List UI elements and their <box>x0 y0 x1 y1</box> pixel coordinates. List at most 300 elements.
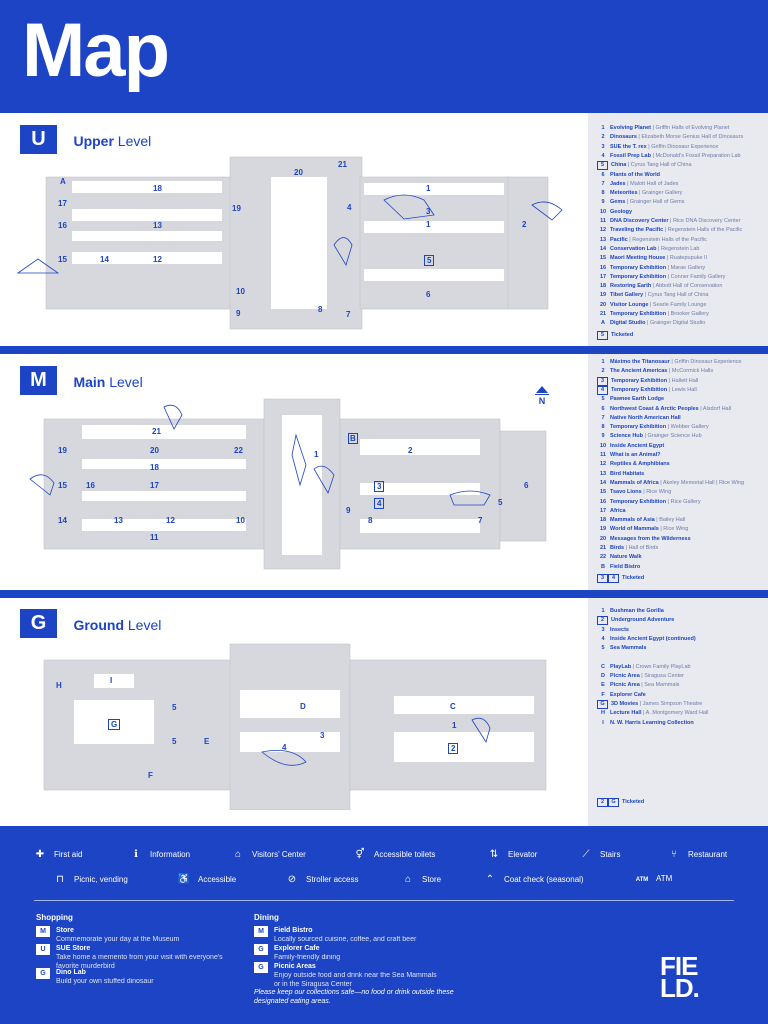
upper-legend-separator: | <box>665 255 670 262</box>
ground-legend-separator: | <box>641 710 646 717</box>
main-legend-subtitle: Webber Gallery <box>670 424 709 431</box>
upper-legend-subtitle: Malott Hall of Jades <box>630 180 679 187</box>
upper-legend-separator: | <box>666 264 671 271</box>
main-legend-item <box>596 470 644 479</box>
ground-legend-item <box>596 644 646 653</box>
field-museum-logo <box>660 951 740 1005</box>
ground-legend-item <box>596 635 696 644</box>
main-legend-item <box>596 507 626 516</box>
upper-legend-name: Gems <box>610 199 626 206</box>
elevator-icon: ⇅ <box>489 849 499 860</box>
north-arrow-icon <box>536 386 548 393</box>
upper-legend-subtitle: Ruatepupuke II <box>669 255 708 262</box>
upper-legend-name: Traveling the Pacific <box>610 227 664 234</box>
ground-legend-item <box>596 691 646 700</box>
upper-level-badge: U <box>20 125 57 154</box>
main-legend-separator: | <box>643 433 648 440</box>
upper-level-heading <box>20 125 151 154</box>
upper-legend-separator: | <box>645 320 650 327</box>
main-legend-item <box>596 386 697 395</box>
upper-legend-subtitle: Griffin Dinosaur Experience <box>651 143 719 150</box>
main-legend-item <box>596 414 681 423</box>
upper-legend-separator: | <box>650 152 656 159</box>
upper-legend-name: Plants of the World <box>610 171 661 178</box>
dining-item-text <box>274 944 442 962</box>
ground-level-badge: G <box>20 609 57 638</box>
main-legend-item <box>596 423 709 432</box>
main-legend-item <box>596 553 642 562</box>
main-legend-name: Temporary Exhibition <box>611 386 668 393</box>
upper-legend-subtitle: Regenstein Lab <box>660 245 700 252</box>
upper-legend-item <box>596 310 709 319</box>
picnic-icon: ⊓ <box>56 874 64 885</box>
main-ticketed-key <box>596 574 644 583</box>
ground-level-heading <box>20 609 161 638</box>
main-legend-subtitle: Hall of Birds <box>628 545 659 551</box>
ground-legend-name: Lecture Hall <box>610 710 642 717</box>
upper-legend-separator: | <box>637 190 643 197</box>
amenity-label: Elevator <box>508 850 538 859</box>
ground-legend-number: G <box>597 700 608 709</box>
upper-legend-name: SUE the T. rex <box>610 143 647 150</box>
main-level-suffix: Level <box>105 373 143 390</box>
shopping-item-title: SUE Store <box>56 945 91 952</box>
upper-legend-item <box>596 319 705 328</box>
main-legend-subtitle: Grainger Science Hub <box>647 433 702 440</box>
shopping-item-title: Dino Lab <box>56 969 86 976</box>
upper-legend-name: Meteorites <box>610 190 638 197</box>
upper-legend-name: Fossil Prep Lab <box>610 152 651 159</box>
shopping-level-badge: G <box>36 968 50 979</box>
shopping-item <box>36 944 226 971</box>
amenity-label: Accessible toilets <box>374 850 436 859</box>
first-aid-icon: ✚ <box>35 849 45 860</box>
upper-legend-item <box>596 133 743 142</box>
upper-legend-subtitle: Abbott Hall of Conservation <box>655 283 723 290</box>
dining-item <box>254 926 444 944</box>
ground-legend-number: 3 <box>601 626 605 633</box>
ground-legend-item <box>596 719 694 728</box>
upper-legend-number: 8 <box>601 190 605 197</box>
upper-legend-separator: | <box>656 245 661 252</box>
upper-legend-name: Maori Meeting House <box>610 255 666 262</box>
main-legend-number: 12 <box>599 461 607 468</box>
main-legend-subtitle: Griffin Dinosaur Experience <box>674 359 742 365</box>
amenity-label: Accessible <box>198 875 237 884</box>
amenity-item <box>482 874 584 885</box>
upper-legend-subtitle: Marae Gallery <box>670 264 706 271</box>
main-legend-name: What is an Animal? <box>610 452 661 458</box>
ground-legend-subtitle: Siragusa Center <box>644 673 685 680</box>
ground-legend-name: Picnic Area <box>610 673 640 680</box>
upper-legend-separator: | <box>666 273 671 280</box>
main-legend-name: Bird Habitats <box>610 470 645 477</box>
main-legend-separator: | <box>667 368 672 375</box>
upper-legend-number: 11 <box>600 218 606 224</box>
main-legend-subtitle: Lewis Hall <box>671 386 697 393</box>
dining-level-badge: G <box>254 962 268 973</box>
upper-legend-subtitle: Searle Family Lounge <box>652 301 707 308</box>
amenity-item <box>176 874 236 885</box>
upper-legend-subtitle: Brooker Gallery <box>670 311 709 317</box>
main-legend-name: Birds <box>610 545 625 551</box>
shopping-level-badge: U <box>36 944 50 955</box>
ground-legend-item <box>596 700 702 709</box>
main-legend-item <box>596 377 698 386</box>
upper-legend-separator: | <box>626 162 631 169</box>
upper-legend-item <box>596 152 741 161</box>
main-legend-number: 15 <box>599 489 607 496</box>
upper-legend-separator: | <box>636 134 642 141</box>
upper-legend-item <box>596 217 741 226</box>
main-legend-item <box>596 479 744 488</box>
ground-legend-number: 2 <box>597 616 608 625</box>
stroller-icon: ⊘ <box>287 874 297 885</box>
upper-legend-item <box>596 236 707 245</box>
upper-legend-number: 18 <box>599 283 607 290</box>
ground-legend-name: 3D Movies <box>611 701 639 707</box>
ground-legend-name: Inside Ancient Egypt (continued) <box>610 635 696 642</box>
header-banner <box>0 0 768 113</box>
main-legend-name: Temporary Exhibition <box>610 424 667 431</box>
main-legend-separator: | <box>669 359 675 365</box>
upper-legend-number: 5 <box>597 161 608 170</box>
upper-legend-name: Pacific <box>610 236 628 243</box>
upper-legend-subtitle: Grainger Gallery <box>642 190 683 197</box>
main-legend-name: Reptiles & Amphibians <box>610 461 670 468</box>
upper-ticketed-label: Ticketed <box>611 332 634 338</box>
shopping-item-description: Take home a memento from your visit with everyone's favorite murderbird <box>56 954 223 970</box>
ground-legend-item <box>596 681 679 690</box>
atm-icon: ATM <box>635 877 649 883</box>
coat-check-icon: ⌃ <box>485 874 495 885</box>
upper-legend-name: China <box>611 162 627 169</box>
main-legend-number: 4 <box>597 386 608 395</box>
ground-legend-name: Insects <box>610 626 629 633</box>
dining-level-badge: G <box>254 944 268 955</box>
upper-legend-separator: | <box>666 311 671 317</box>
main-legend-number: 10 <box>599 442 607 449</box>
shopping-item-description: Build your own stuffed dinosaur <box>56 978 154 985</box>
upper-legend-item <box>596 245 699 254</box>
main-level-floorplan <box>14 395 566 570</box>
amenity-item <box>284 874 358 885</box>
upper-legend-number: 7 <box>601 180 605 187</box>
main-legend-number: 20 <box>599 535 607 542</box>
upper-legend-subtitle: Rice DNA Discovery Center <box>672 218 741 224</box>
upper-legend-number: 13 <box>599 236 607 243</box>
main-legend-number: 6 <box>601 405 605 412</box>
shopping-item <box>36 968 226 986</box>
main-legend-name: Pawnee Earth Lodge <box>610 396 665 403</box>
main-legend-number: 9 <box>601 433 605 440</box>
upper-legend-item <box>596 189 682 198</box>
dining-item <box>254 962 444 989</box>
upper-legend-separator: | <box>663 227 668 234</box>
accessible-icon: ♿ <box>177 874 191 885</box>
ground-legend-subtitle: James Simpson Theatre <box>642 701 703 707</box>
dining-item-title: Field Bistro <box>274 927 313 934</box>
shopping-item-text <box>56 944 224 971</box>
ground-legend-number: E <box>601 682 605 689</box>
upper-legend-item <box>596 143 718 152</box>
main-level-word: Main <box>73 373 106 390</box>
main-legend-item <box>596 460 670 469</box>
ground-level-floorplan <box>14 640 566 810</box>
main-legend-item <box>596 358 741 367</box>
ground-legend-name: Explorer Cafe <box>610 691 646 698</box>
main-ticketed-badge: 3 <box>597 574 608 583</box>
main-legend-item <box>596 516 685 525</box>
main-legend-number: 19 <box>599 526 607 533</box>
main-legend-name: Inside Ancient Egypt <box>610 442 665 449</box>
visitors-center-icon: ⌂ <box>234 849 242 860</box>
main-legend-separator: | <box>666 498 671 505</box>
main-level-badge: M <box>20 366 57 395</box>
main-legend-item <box>596 498 701 507</box>
main-legend-number: 16 <box>599 498 607 505</box>
ground-ticketed-badge: G <box>608 798 619 807</box>
ground-legend-subtitle: Sea Mammals <box>644 682 680 689</box>
amenity-label: ATM <box>656 874 673 883</box>
ground-legend-name: N. W. Harris Learning Collection <box>610 719 694 726</box>
upper-legend-item <box>596 273 725 282</box>
main-legend-name: Africa <box>610 507 626 514</box>
page-title: Map <box>22 8 168 93</box>
level-divider <box>0 346 768 354</box>
dining-item-description: Enjoy outside food and drink near the Sea Mammals or in the Siragusa Center <box>274 972 437 988</box>
upper-legend-number: 15 <box>599 255 607 262</box>
upper-legend-item <box>596 124 729 133</box>
upper-level-suffix: Level <box>113 132 152 149</box>
upper-legend-separator: | <box>625 199 630 206</box>
upper-legend-subtitle: McDonald's Fossil Preparation Lab <box>655 152 741 159</box>
main-legend-subtitle: Hallett Hall <box>671 377 699 384</box>
upper-legend-number: 1 <box>601 125 605 131</box>
upper-legend-name: Geology <box>610 208 633 215</box>
amenity-item <box>352 849 435 860</box>
main-legend-separator: | <box>658 526 664 533</box>
ground-legend-number: 1 <box>601 608 605 614</box>
main-legend-item <box>596 451 661 460</box>
ground-legend-item <box>596 672 684 681</box>
dining-note: Please keep our collections safe—no food or drink outside these designated eating areas. <box>254 989 454 1005</box>
upper-legend-name: Restoring Earth <box>610 283 652 290</box>
amenity-label: Visitors' Center <box>252 850 306 859</box>
dining-item-description: Family-friendly dining <box>274 954 341 961</box>
main-legend-separator: | <box>624 545 629 551</box>
ground-legend-item <box>596 607 664 616</box>
ground-level-suffix: Level <box>124 616 162 633</box>
ground-legend-separator: | <box>639 673 645 680</box>
ground-legend-number: 4 <box>601 635 605 642</box>
amenity-label: Store <box>422 875 442 884</box>
upper-legend-item <box>596 171 660 180</box>
main-legend-separator: | <box>667 386 672 393</box>
ground-legend-number: C <box>601 663 605 670</box>
ground-legend-separator: | <box>638 701 643 707</box>
main-legend-name: Northwest Coast & Arctic Peoples <box>610 405 699 412</box>
main-legend-item <box>596 535 691 544</box>
upper-legend-name: Jades <box>610 180 626 187</box>
upper-ticketed-badge: 5 <box>597 331 608 340</box>
main-legend-item <box>596 544 658 553</box>
main-legend-number: 18 <box>599 517 607 524</box>
stairs-icon: ⟋ <box>582 849 590 860</box>
upper-legend-separator: | <box>650 125 656 131</box>
upper-legend-subtitle: Grainger Digital Studio <box>649 320 706 327</box>
ground-legend-number: D <box>601 673 605 680</box>
ground-legend-item <box>596 663 691 672</box>
main-legend-name: Native North American Hall <box>610 414 681 421</box>
upper-legend-item <box>596 180 678 189</box>
amenity-label: Picnic, vending <box>74 875 128 884</box>
dining-item-title: Explorer Cafe <box>274 945 320 952</box>
upper-legend-number: 6 <box>601 171 605 178</box>
upper-legend-item <box>596 264 705 273</box>
ground-ticketed-label: Ticketed <box>622 799 645 805</box>
information-icon: ℹ <box>134 849 138 860</box>
accessible-toilets-icon: ⚥ <box>355 849 365 860</box>
main-legend-number: 22 <box>599 554 607 561</box>
main-legend-item <box>596 442 664 451</box>
main-ticketed-label: Ticketed <box>622 575 645 581</box>
ground-legend-name: Underground Adventure <box>611 617 675 624</box>
main-legend-number: 1 <box>601 359 605 365</box>
amenity-item <box>128 849 190 860</box>
upper-legend-number: 4 <box>601 152 605 159</box>
ground-legend-number: I <box>602 719 604 726</box>
dining-level-badge: M <box>254 926 268 937</box>
upper-legend-separator: | <box>643 292 648 299</box>
upper-legend-name: Visitor Lounge <box>610 301 649 308</box>
main-legend-name: The Ancient Americas <box>610 368 668 375</box>
ground-legend-separator: | <box>631 663 636 670</box>
amenity-item <box>32 849 82 860</box>
upper-legend-number: 2 <box>601 134 605 141</box>
main-legend-name: Mammals of Africa <box>610 479 659 486</box>
upper-legend-item <box>596 198 685 207</box>
main-legend-number: 5 <box>601 396 605 403</box>
dining-item <box>254 944 444 962</box>
main-legend-separator: | <box>658 479 663 486</box>
main-legend-subtitle: McCormick Halls <box>671 368 714 375</box>
amenity-item <box>634 874 672 883</box>
main-legend-name: Tsavo Lions <box>610 489 642 496</box>
main-legend-item <box>596 367 713 376</box>
ground-legend-number: F <box>601 691 605 698</box>
upper-legend-subtitle: Griffin Halls of Evolving Planet <box>655 125 730 131</box>
upper-legend-subtitle: Conner Family Gallery <box>670 273 726 280</box>
upper-legend-name: Temporary Exhibition <box>610 273 667 280</box>
main-legend-number: 7 <box>601 414 605 421</box>
main-legend-number: 14 <box>599 479 607 486</box>
main-legend-item <box>596 405 731 414</box>
main-legend-number: 2 <box>601 368 605 375</box>
amenity-label: First aid <box>54 850 83 859</box>
ground-legend-item <box>596 709 708 718</box>
upper-legend-number: 12 <box>599 227 607 234</box>
upper-legend-name: Dinosaurs <box>610 134 637 141</box>
amenity-label: Stroller access <box>306 875 359 884</box>
main-legend-separator: | <box>666 424 671 431</box>
main-legend-name: World of Mammals <box>610 526 659 533</box>
upper-legend-number: 17 <box>599 273 607 280</box>
main-legend-name: Máximo the Titanosaur <box>610 359 670 365</box>
main-legend-subtitle: Akeley Memorial Hall | Rice Wing <box>662 479 745 486</box>
level-divider <box>0 590 768 598</box>
shopping-item-text <box>56 926 224 944</box>
amenity-item <box>400 874 441 885</box>
main-legend-subtitle: Rice Gallery <box>670 498 701 505</box>
upper-legend-number: 9 <box>601 199 605 206</box>
ground-ticketed-key <box>596 798 644 807</box>
upper-legend-item <box>596 208 632 217</box>
upper-legend-item <box>596 291 708 300</box>
main-level-heading <box>20 366 143 395</box>
ground-legend-name: Sea Mammals <box>610 645 647 652</box>
ground-legend-subtitle: Crown Family PlayLab <box>635 663 691 670</box>
main-legend-name: Temporary Exhibition <box>610 498 667 505</box>
upper-legend-name: Temporary Exhibition <box>610 264 667 271</box>
amenity-label: Restaurant <box>688 850 728 859</box>
shopping-level-badge: M <box>36 926 50 937</box>
amenity-label: Coat check (seasonal) <box>504 875 584 884</box>
upper-legend-separator: | <box>651 283 656 290</box>
dining-item-text <box>274 962 442 989</box>
dining-item-title: Picnic Areas <box>274 963 316 970</box>
north-label: N <box>538 396 546 406</box>
upper-legend-number: 20 <box>599 301 607 308</box>
upper-legend-number: 10 <box>599 208 607 215</box>
shopping-item <box>36 926 226 944</box>
main-legend-number: 11 <box>600 452 606 458</box>
amenity-label: Stairs <box>600 850 621 859</box>
amenity-item <box>52 874 128 885</box>
dining-item-description: Locally sourced cuisine, coffee, and craft beer <box>274 936 417 943</box>
logo-line-1: FIE <box>660 951 698 981</box>
main-legend-number: 8 <box>601 424 605 431</box>
upper-legend-separator: | <box>648 301 653 308</box>
upper-legend-separator: | <box>646 143 652 150</box>
dining-heading: Dining <box>254 913 279 922</box>
upper-legend-name: Conservation Lab <box>610 245 657 252</box>
upper-legend-number: A <box>601 320 605 327</box>
upper-legend-item <box>596 301 706 310</box>
main-legend-item <box>596 563 640 572</box>
ground-legend-item <box>596 616 674 625</box>
upper-legend-item <box>596 226 742 235</box>
ground-legend-name: Picnic Area <box>610 682 640 689</box>
upper-legend-subtitle: Regenstein Halls of the Pacific <box>632 236 707 243</box>
main-legend-name: Science Hub <box>610 433 644 440</box>
main-legend-name: Mammals of Asia <box>610 517 655 524</box>
upper-legend-name: Tibet Gallery <box>610 292 644 299</box>
shopping-heading: Shopping <box>36 913 73 922</box>
main-legend-number: 13 <box>599 470 607 477</box>
ground-legend-name: PlayLab <box>610 663 632 670</box>
main-legend-name: Nature Walk <box>610 554 642 561</box>
ground-level-word: Ground <box>73 616 124 633</box>
upper-legend-subtitle: Cyrus Tang Hall of China <box>630 162 692 169</box>
main-legend-item <box>596 488 671 497</box>
amenity-item <box>486 849 537 860</box>
upper-legend-number: 19 <box>599 292 607 299</box>
footer-divider <box>34 900 734 901</box>
upper-legend-name: DNA Discovery Center <box>610 218 669 224</box>
upper-legend-separator: | <box>627 236 633 243</box>
restaurant-icon: ⑂ <box>671 849 677 860</box>
